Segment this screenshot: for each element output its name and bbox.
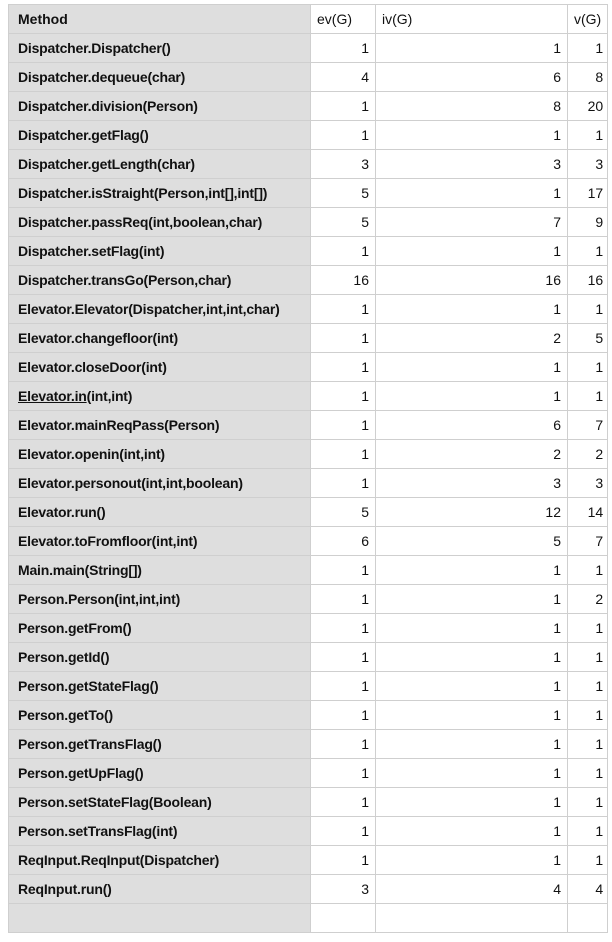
method-cell[interactable]: Dispatcher.getFlag() bbox=[9, 121, 311, 150]
ev-cell[interactable]: 4 bbox=[311, 63, 376, 92]
v-cell[interactable]: 1 bbox=[568, 237, 608, 266]
v-cell[interactable]: 5 bbox=[568, 324, 608, 353]
ev-cell[interactable]: 1 bbox=[311, 324, 376, 353]
ev-cell[interactable]: 1 bbox=[311, 237, 376, 266]
iv-cell[interactable]: 1 bbox=[376, 295, 568, 324]
v-cell[interactable]: 1 bbox=[568, 382, 608, 411]
method-cell[interactable]: Person.getUpFlag() bbox=[9, 759, 311, 788]
iv-cell[interactable]: 1 bbox=[376, 846, 568, 875]
method-cell[interactable]: Elevator.closeDoor(int) bbox=[9, 353, 311, 382]
method-cell[interactable]: Elevator.personout(int,int,boolean) bbox=[9, 469, 311, 498]
iv-cell[interactable]: 1 bbox=[376, 701, 568, 730]
ev-cell[interactable]: 1 bbox=[311, 121, 376, 150]
v-cell[interactable]: 3 bbox=[568, 150, 608, 179]
iv-cell[interactable]: 6 bbox=[376, 63, 568, 92]
method-cell[interactable]: Dispatcher.setFlag(int) bbox=[9, 237, 311, 266]
iv-cell[interactable]: 6 bbox=[376, 411, 568, 440]
ev-cell[interactable]: 1 bbox=[311, 92, 376, 121]
table-row[interactable] bbox=[9, 121, 608, 150]
method-cell[interactable]: Dispatcher.isStraight(Person,int[],int[]) bbox=[9, 179, 311, 208]
ev-cell[interactable]: 1 bbox=[311, 788, 376, 817]
iv-cell[interactable]: 2 bbox=[376, 440, 568, 469]
ev-cell[interactable]: 5 bbox=[311, 498, 376, 527]
table-row[interactable] bbox=[9, 208, 608, 237]
ev-cell[interactable]: 1 bbox=[311, 440, 376, 469]
v-cell[interactable]: 1 bbox=[568, 759, 608, 788]
method-cell[interactable]: Dispatcher.division(Person) bbox=[9, 92, 311, 121]
v-cell[interactable]: 1 bbox=[568, 34, 608, 63]
column-header-iv[interactable]: iv(G) bbox=[376, 5, 568, 34]
v-cell[interactable]: 1 bbox=[568, 672, 608, 701]
method-cell[interactable]: Dispatcher.dequeue(char) bbox=[9, 63, 311, 92]
ev-cell[interactable]: 1 bbox=[311, 585, 376, 614]
table-row[interactable] bbox=[9, 295, 608, 324]
ev-cell[interactable]: 1 bbox=[311, 643, 376, 672]
ev-cell[interactable]: 1 bbox=[311, 469, 376, 498]
table-row[interactable] bbox=[9, 788, 608, 817]
v-cell[interactable]: 9 bbox=[568, 208, 608, 237]
iv-cell[interactable]: 1 bbox=[376, 817, 568, 846]
v-cell[interactable]: 7 bbox=[568, 411, 608, 440]
method-cell[interactable]: Elevator.run() bbox=[9, 498, 311, 527]
v-cell[interactable]: 2 bbox=[568, 585, 608, 614]
ev-cell[interactable]: 1 bbox=[311, 614, 376, 643]
table-row[interactable] bbox=[9, 556, 608, 585]
method-cell[interactable]: Elevator.changefloor(int) bbox=[9, 324, 311, 353]
ev-cell[interactable]: 5 bbox=[311, 179, 376, 208]
iv-cell[interactable]: 3 bbox=[376, 469, 568, 498]
ev-cell[interactable]: 1 bbox=[311, 34, 376, 63]
iv-cell[interactable]: 1 bbox=[376, 382, 568, 411]
table-row[interactable] bbox=[9, 875, 608, 904]
iv-cell[interactable]: 1 bbox=[376, 788, 568, 817]
table-row[interactable] bbox=[9, 411, 608, 440]
table-row[interactable] bbox=[9, 527, 608, 556]
v-cell[interactable]: 20 bbox=[568, 92, 608, 121]
table-body bbox=[9, 34, 608, 933]
iv-cell[interactable]: 1 bbox=[376, 34, 568, 63]
table-row[interactable] bbox=[9, 817, 608, 846]
v-cell[interactable]: 1 bbox=[568, 788, 608, 817]
table-row[interactable] bbox=[9, 585, 608, 614]
table-row[interactable] bbox=[9, 34, 608, 63]
table-row[interactable] bbox=[9, 469, 608, 498]
ev-cell[interactable]: 1 bbox=[311, 701, 376, 730]
v-cell[interactable]: 2 bbox=[568, 440, 608, 469]
ev-cell[interactable]: 16 bbox=[311, 266, 376, 295]
table-row[interactable] bbox=[9, 730, 608, 759]
empty-cell bbox=[376, 904, 568, 933]
method-cell[interactable]: Dispatcher.Dispatcher() bbox=[9, 34, 311, 63]
table-row[interactable] bbox=[9, 759, 608, 788]
ev-cell[interactable]: 3 bbox=[311, 150, 376, 179]
method-cell[interactable]: Person.setStateFlag(Boolean) bbox=[9, 788, 311, 817]
iv-cell[interactable]: 1 bbox=[376, 353, 568, 382]
iv-cell[interactable]: 12 bbox=[376, 498, 568, 527]
v-cell[interactable]: 16 bbox=[568, 266, 608, 295]
v-cell[interactable]: 1 bbox=[568, 353, 608, 382]
table-row[interactable] bbox=[9, 382, 608, 411]
column-header-v[interactable]: v(G) bbox=[568, 5, 608, 34]
table-row[interactable] bbox=[9, 643, 608, 672]
v-cell[interactable]: 1 bbox=[568, 295, 608, 324]
iv-cell[interactable]: 3 bbox=[376, 150, 568, 179]
method-link[interactable]: Elevator.in bbox=[18, 388, 87, 404]
table-row[interactable] bbox=[9, 63, 608, 92]
ev-cell[interactable]: 1 bbox=[311, 556, 376, 585]
iv-cell[interactable]: 1 bbox=[376, 237, 568, 266]
ev-cell[interactable]: 1 bbox=[311, 411, 376, 440]
ev-cell[interactable]: 5 bbox=[311, 208, 376, 237]
method-cell[interactable] bbox=[9, 382, 311, 411]
table-row[interactable] bbox=[9, 266, 608, 295]
ev-cell[interactable]: 1 bbox=[311, 672, 376, 701]
method-cell[interactable]: Person.getStateFlag() bbox=[9, 672, 311, 701]
v-cell[interactable]: 1 bbox=[568, 701, 608, 730]
metrics-table bbox=[8, 4, 608, 933]
v-cell[interactable]: 14 bbox=[568, 498, 608, 527]
iv-cell[interactable]: 1 bbox=[376, 179, 568, 208]
iv-cell[interactable]: 1 bbox=[376, 730, 568, 759]
ev-cell[interactable]: 1 bbox=[311, 817, 376, 846]
method-cell[interactable]: Person.getTo() bbox=[9, 701, 311, 730]
method-cell[interactable]: Elevator.toFromfloor(int,int) bbox=[9, 527, 311, 556]
iv-cell[interactable]: 4 bbox=[376, 875, 568, 904]
iv-cell[interactable]: 7 bbox=[376, 208, 568, 237]
table-row[interactable] bbox=[9, 353, 608, 382]
header-row bbox=[9, 5, 608, 34]
iv-cell[interactable]: 1 bbox=[376, 614, 568, 643]
iv-cell[interactable]: 1 bbox=[376, 759, 568, 788]
iv-cell[interactable]: 1 bbox=[376, 585, 568, 614]
empty-cell bbox=[311, 904, 376, 933]
v-cell[interactable]: 1 bbox=[568, 730, 608, 759]
v-cell[interactable]: 3 bbox=[568, 469, 608, 498]
ev-cell[interactable]: 1 bbox=[311, 295, 376, 324]
ev-cell[interactable]: 1 bbox=[311, 382, 376, 411]
method-params: (int,int) bbox=[86, 388, 133, 404]
ev-cell[interactable]: 1 bbox=[311, 846, 376, 875]
table-row[interactable] bbox=[9, 324, 608, 353]
iv-cell[interactable]: 5 bbox=[376, 527, 568, 556]
iv-cell[interactable]: 8 bbox=[376, 92, 568, 121]
method-cell[interactable]: Person.getTransFlag() bbox=[9, 730, 311, 759]
table-row[interactable] bbox=[9, 672, 608, 701]
v-cell[interactable]: 8 bbox=[568, 63, 608, 92]
method-cell[interactable]: Person.Person(int,int,int) bbox=[9, 585, 311, 614]
ev-cell[interactable]: 3 bbox=[311, 875, 376, 904]
table-row[interactable] bbox=[9, 498, 608, 527]
table-row[interactable] bbox=[9, 150, 608, 179]
method-cell[interactable]: Person.getFrom() bbox=[9, 614, 311, 643]
empty-row bbox=[9, 904, 608, 933]
iv-cell[interactable]: 16 bbox=[376, 266, 568, 295]
table-row[interactable] bbox=[9, 614, 608, 643]
method-cell[interactable]: Dispatcher.transGo(Person,char) bbox=[9, 266, 311, 295]
ev-cell[interactable]: 6 bbox=[311, 527, 376, 556]
v-cell[interactable]: 1 bbox=[568, 846, 608, 875]
iv-cell[interactable]: 2 bbox=[376, 324, 568, 353]
method-cell[interactable]: Person.setTransFlag(int) bbox=[9, 817, 311, 846]
v-cell[interactable]: 1 bbox=[568, 817, 608, 846]
v-cell[interactable]: 17 bbox=[568, 179, 608, 208]
v-cell[interactable]: 1 bbox=[568, 614, 608, 643]
ev-cell[interactable]: 1 bbox=[311, 353, 376, 382]
table-row[interactable] bbox=[9, 846, 608, 875]
v-cell[interactable]: 1 bbox=[568, 556, 608, 585]
method-cell[interactable]: Dispatcher.passReq(int,boolean,char) bbox=[9, 208, 311, 237]
iv-cell[interactable]: 1 bbox=[376, 672, 568, 701]
method-cell[interactable]: Dispatcher.getLength(char) bbox=[9, 150, 311, 179]
method-cell[interactable]: Elevator.mainReqPass(Person) bbox=[9, 411, 311, 440]
method-cell[interactable]: Person.getId() bbox=[9, 643, 311, 672]
v-cell[interactable]: 4 bbox=[568, 875, 608, 904]
empty-cell bbox=[9, 904, 311, 933]
ev-cell[interactable]: 1 bbox=[311, 759, 376, 788]
v-cell[interactable]: 1 bbox=[568, 121, 608, 150]
table-row[interactable] bbox=[9, 92, 608, 121]
ev-cell[interactable]: 1 bbox=[311, 730, 376, 759]
table-row[interactable] bbox=[9, 179, 608, 208]
method-cell[interactable]: Main.main(String[]) bbox=[9, 556, 311, 585]
method-cell[interactable]: Elevator.openin(int,int) bbox=[9, 440, 311, 469]
column-header-ev[interactable]: ev(G) bbox=[311, 5, 376, 34]
v-cell[interactable]: 7 bbox=[568, 527, 608, 556]
method-cell[interactable]: ReqInput.run() bbox=[9, 875, 311, 904]
iv-cell[interactable]: 1 bbox=[376, 121, 568, 150]
column-header-method[interactable]: Method bbox=[9, 5, 311, 34]
method-cell[interactable]: ReqInput.ReqInput(Dispatcher) bbox=[9, 846, 311, 875]
v-cell[interactable]: 1 bbox=[568, 643, 608, 672]
empty-cell bbox=[568, 904, 608, 933]
iv-cell[interactable]: 1 bbox=[376, 556, 568, 585]
method-cell[interactable]: Elevator.Elevator(Dispatcher,int,int,char) bbox=[9, 295, 311, 324]
iv-cell[interactable]: 1 bbox=[376, 643, 568, 672]
table-row[interactable] bbox=[9, 440, 608, 469]
table-row[interactable] bbox=[9, 701, 608, 730]
table-row[interactable] bbox=[9, 237, 608, 266]
